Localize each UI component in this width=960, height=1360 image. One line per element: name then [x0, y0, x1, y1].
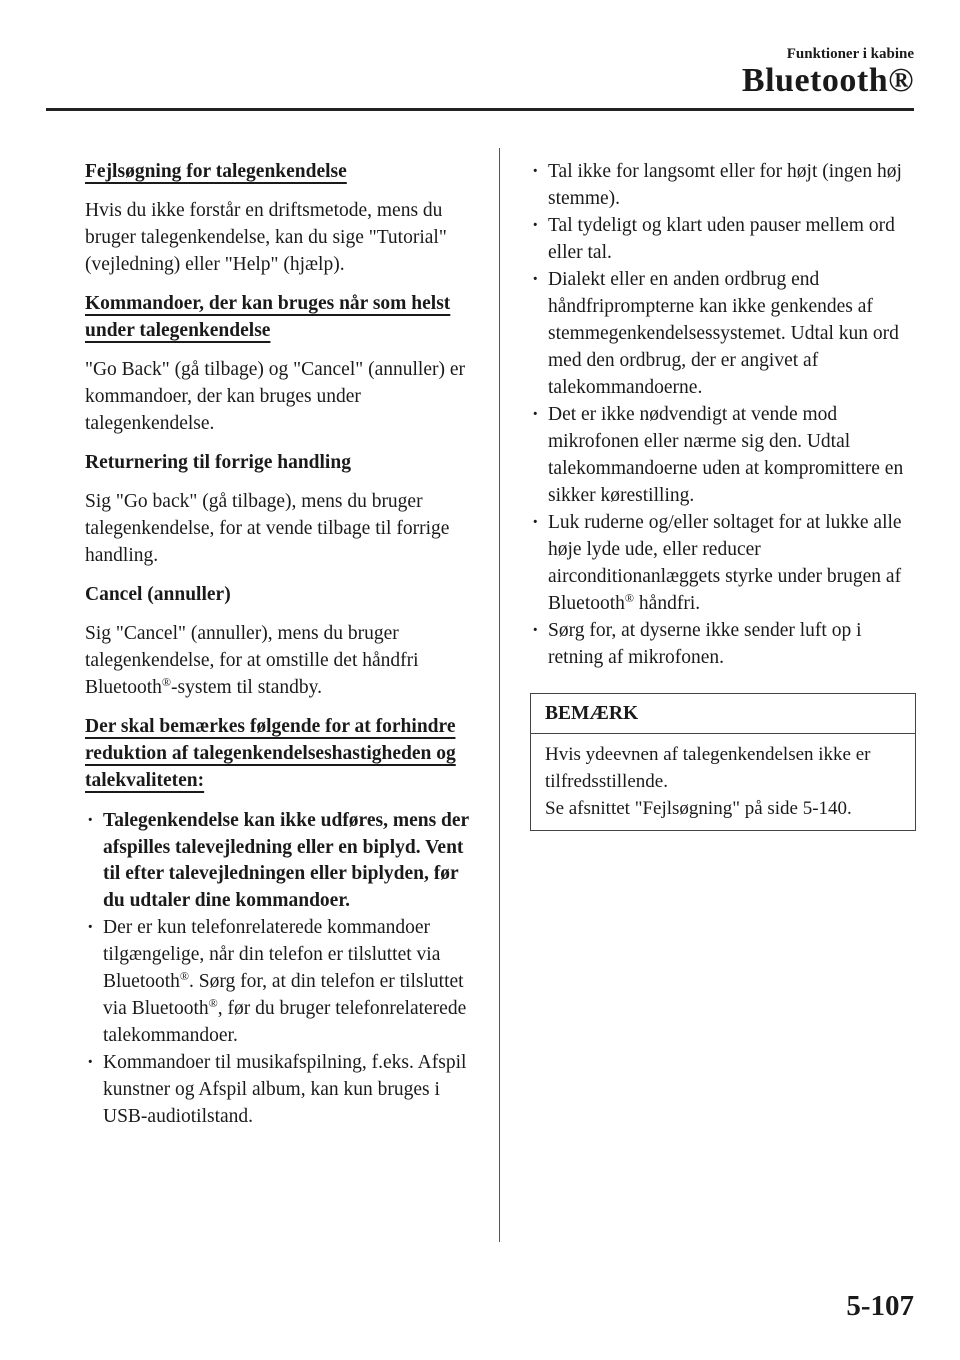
list-item: · Dialekt eller en anden ordbrug end håndfriprompterne kan ikke genkendes af stemmegenkendelsessystemet. Udtal kun ord med den ordbrug, der er angivet af talekommandoerne. — [530, 266, 920, 401]
heading-commands-anytime: Kommandoer, der kan bruges når som helst under talegenkendelse — [85, 293, 451, 341]
list-item: · Der er kun telefonrelaterede kommandoer tilgængelige, når din telefon er tilsluttet via Bluetooth®. Sørg for, at din telefon er tilsluttet via Bluetooth®, før du bruger telefonrelaterede talekommandoer. — [85, 914, 480, 1049]
paragraph-commands-anytime: "Go Back" (gå tilbage) og "Cancel" (annuller) er kommandoer, der kan bruges under talegenkendelse. — [85, 359, 465, 434]
paragraph-troubleshooting: Hvis du ikke forstår en driftsmetode, mens du bruger talegenkendelse, kan du sige "Tutorial" (vejledning) eller "Help" (hjælp). — [85, 200, 447, 275]
list-item: · Tal tydeligt og klart uden pauser mellem ord eller tal. — [530, 212, 920, 266]
note-line: Se afsnittet "Fejlsøgning" på side 5-140. — [545, 798, 852, 819]
right-bullet-list — [530, 158, 920, 671]
list-item: · Sørg for, at dyserne ikke sender luft op i retning af mikrofonen. — [530, 617, 920, 671]
right-column — [530, 158, 920, 831]
left-bullet-list — [85, 808, 480, 1130]
column-divider — [499, 148, 500, 1242]
paragraph-cancel: Sig "Cancel" (annuller), mens du bruger talegenkendelse, for at omstille det håndfri Bluetooth®-system til standby. — [85, 623, 419, 698]
section-title: Funktioner i kabine — [786, 46, 914, 62]
list-item: · Luk ruderne og/eller soltaget for at lukke alle høje lyde ude, eller reducer airconditionanlæggets styrke under brugen af Bluetooth® håndfri. — [530, 509, 920, 617]
chapter-title: Bluetooth® — [741, 62, 914, 99]
note-body — [531, 734, 915, 830]
list-item: · Talegenkendelse kan ikke udføres, mens der afspilles talevejledning eller en biplyd. Vent til efter talevejledningen eller biplyden, før du udtaler dine kommandoer. — [85, 808, 480, 914]
left-column — [85, 158, 480, 1130]
note-title: BEMÆRK — [531, 694, 915, 734]
header-rule — [46, 108, 914, 111]
list-item: · Tal ikke for langsomt eller for højt (ingen høj stemme). — [530, 158, 920, 212]
heading-go-back: Returnering til forrige handling — [85, 452, 351, 473]
page-number: 5-107 — [846, 1290, 914, 1322]
paragraph-go-back: Sig "Go back" (gå tilbage), mens du bruger talegenkendelse, for at vende tilbage til forrige handling. — [85, 491, 450, 566]
heading-notes-for-recognition: Der skal bemærkes følgende for at forhindre reduktion af talegenkendelseshastigheden og talekvaliteten: — [85, 716, 456, 791]
heading-troubleshooting: Fejlsøgning for talegenkendelse — [85, 161, 347, 182]
note-box — [530, 693, 916, 831]
list-item: · Det er ikke nødvendigt at vende mod mikrofonen eller nærme sig den. Udtal talekommandoerne uden at kompromittere en sikker kørestilling. — [530, 401, 920, 509]
note-line: Hvis ydeevnen af talegenkendelsen ikke er tilfredsstillende. — [545, 744, 871, 792]
list-item: · Kommandoer til musikafspilning, f.eks. Afspil kunstner og Afspil album, kan kun bruges i USB-audiotilstand. — [85, 1049, 480, 1130]
heading-cancel: Cancel (annuller) — [85, 584, 231, 605]
